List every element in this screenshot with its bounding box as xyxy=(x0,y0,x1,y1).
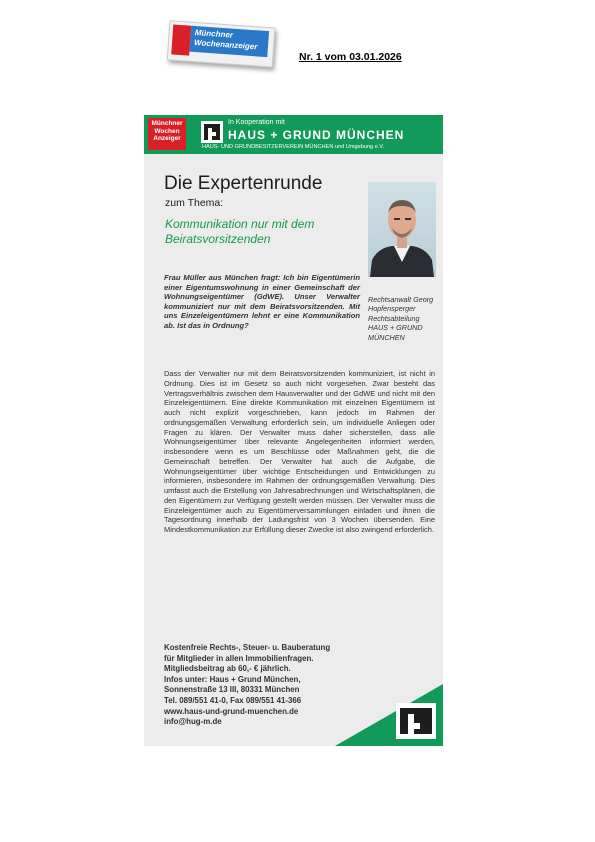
topic-title: Kommunikation nur mit dem Beiratsvorsitzenden xyxy=(165,217,315,246)
footer-line: Kostenfreie Rechts-, Steuer- u. Bauberatung xyxy=(164,643,331,652)
expert-caption: Rechtsanwalt Georg Hopfensperger Rechtsabteilung HAUS + GRUND MÜNCHEN xyxy=(368,295,434,342)
footer-info xyxy=(164,643,404,728)
footer-line: Sonnenstraße 13 III, 80331 München xyxy=(164,685,300,695)
newspaper-logo xyxy=(167,20,280,70)
cooperation-banner xyxy=(144,115,443,154)
wochenanzeiger-small-logo: Münchner Wochen Anzeiger xyxy=(148,118,186,150)
issue-label: Nr. 1 vom 03.01.2026 xyxy=(299,51,402,63)
article-body: Dass der Verwalter nur mit dem Beiratsvorsitzenden kommuniziert, ist nicht in Ordnung. Dies ist im Gesetz so auch nicht vorgesehen. Zwar besteht das Vertragsverhältnis zwischen dem Hausverwalter und der GdWE und nicht mit den Einzeleigentümern. Eine direkte Kommunikation mit einzelnen Eigentümern ist auch nicht explizit vorgeschrieben, kann jedoch im Rahmen der ordnungsgemäßen Verwaltung erforderlich sein, um individuelle Anliegen oder Fragen zu klären. Der Verwalter muss daher sicherstellen, dass alle Wohnungseigentümer über relevante Angelegenheiten informiert werden, insbesondere wenn es um Beschlüsse oder Maßnahmen geht, die die Gemeinschaft betreffen. Der Verwalter hat auch die Aufgabe, die Wohnungseigentümer über wichtige Entscheidungen und Entwicklungen zu informieren, insbesondere im Rahmen der ordnungsgemäßen Verwaltung. Dies umfasst auch die Erstellung von Jahresabrechnungen und Wirtschaftsplänen, die den Eigentümern zur Verfügung gestellt werden müssen. Der Verwalter muss die Einzeleigentümer auch zu Eigentümerversammlungen einladen und ihnen die Tagesordnung innerhalb der Ladungsfrist von 3 Wochen übersenden. Eine Mindestkommunikation zur Erfüllung dieser Zwecke ist also zwingend erforderlich. xyxy=(164,369,435,534)
haus-grund-logo-icon xyxy=(201,121,223,143)
cooperation-label: In Kooperation mit xyxy=(228,119,285,126)
footer-line: Mitgliedsbeitrag ab 60,- € jährlich. xyxy=(164,664,291,674)
org-name: HAUS + GRUND MÜNCHEN xyxy=(228,128,405,142)
expert-photo xyxy=(368,182,436,277)
topic-label: zum Thema: xyxy=(165,197,224,209)
article-clipping xyxy=(144,115,443,746)
org-subtitle: HAUS- UND GRUNDBESITZERVEREIN MÜNCHEN und Umgebung e.V. xyxy=(202,144,385,150)
footer-line: für Mitglieder in allen Immobilienfragen. xyxy=(164,653,314,663)
footer-email-link[interactable]: info@hug-m.de xyxy=(164,717,222,727)
footer-line: Infos unter: Haus + Grund München, xyxy=(164,674,301,684)
footer-line: Tel. 089/551 41-0, Fax 089/551 41-366 xyxy=(164,695,302,705)
newspaper-logo-red-block xyxy=(171,24,191,55)
footer-website-link[interactable]: www.haus-und-grund-muenchen.de xyxy=(164,706,299,716)
headline: Die Expertenrunde xyxy=(164,173,323,194)
newspaper-logo-text: Münchner Wochenanzeiger xyxy=(189,26,269,57)
reader-question: Frau Müller aus München fragt: Ich bin Eigentümerin einer Eigentumswohnung in einer Gemeinschaft der Wohnungseigentümer (GdWE). Unser Verwalter kommuniziert nur mit dem Beiratsvorsitzenden. Mit uns Einzeleigentümern lehnt er eine Kommunikation ab. Ist das in Ordnung? xyxy=(164,273,360,330)
